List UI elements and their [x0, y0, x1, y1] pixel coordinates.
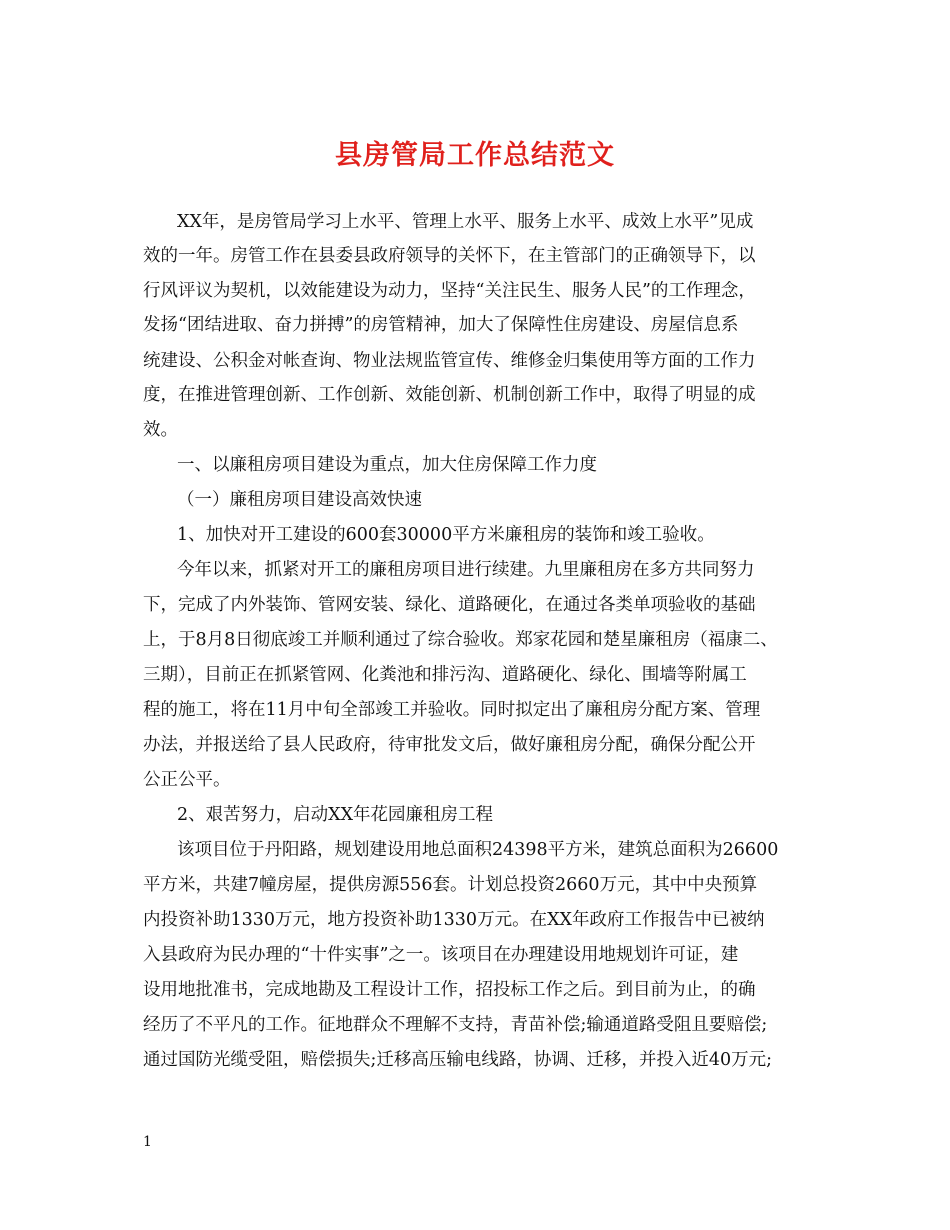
- body-line: 今年以来，抓紧对开工的廉租房项目进行续建。九里廉租房在多方共同努力: [177, 560, 755, 580]
- subsection-heading: （一）廉租房项目建设高效快速: [177, 490, 422, 510]
- body-line: 发扬“团结进取、奋力拼搏”的房管精神，加大了保障性住房建设、房屋信息系: [143, 315, 739, 335]
- body-line: 度，在推进管理创新、工作创新、效能创新、机制创新工作中，取得了明显的成: [143, 385, 756, 405]
- body-line: 上，于8月8日彻底竣工并顺利通过了综合验收。郑家花园和楚星廉租房（福康二、: [143, 630, 778, 650]
- body-line: 程的施工，将在11月中旬全部竣工并验收。同时拟定出了廉租房分配方案、管理: [143, 700, 761, 720]
- body-line: 公正公平。: [143, 770, 231, 790]
- item-heading: 1、加快对开工建设的600套30000平方米廉租房的装饰和竣工验收。: [177, 525, 715, 545]
- body-line: 通过国防光缆受阻，赔偿损失;迁移高压输电线路，协调、迁移，并投入近40万元;: [143, 1050, 773, 1070]
- body-line: 办法，并报送给了县人民政府，待审批发文后，做好廉租房分配，确保分配公开: [143, 735, 756, 755]
- page-number: 1: [143, 1134, 152, 1150]
- body-line: 统建设、公积金对帐查询、物业法规监管宣传、维修金归集使用等方面的工作力: [143, 351, 756, 371]
- body-line: 三期），目前正在抓紧管网、化粪池和排污沟、道路硬化、绿化、围墙等附属工: [143, 665, 747, 685]
- body-line: 效的一年。房管工作在县委县政府领导的关怀下，在主管部门的正确领导下，以: [143, 246, 756, 266]
- body-line: 经历了不平凡的工作。征地群众不理解不支持，青苗补偿;输通道路受阻且要赔偿;: [143, 1015, 768, 1035]
- body-line: XX年，是房管局学习上水平、管理上水平、服务上水平、成效上水平”见成: [177, 212, 754, 232]
- item-heading: 2、艰苦努力，启动XX年花园廉租房工程: [177, 805, 494, 825]
- document-title: 县房管局工作总结范文: [335, 140, 615, 171]
- section-heading: 一、以廉租房项目建设为重点，加大住房保障工作力度: [177, 455, 597, 475]
- body-line: 设用地批准书，完成地勘及工程设计工作，招投标工作之后。到目前为止，的确: [143, 980, 756, 1000]
- body-line: 下，完成了内外装饰、管网安装、绿化、道路硬化，在通过各类单项验收的基础: [143, 595, 756, 615]
- body-line: 平方米，共建7幢房屋，提供房源556套。计划总投资2660万元，其中中央预算: [143, 875, 758, 895]
- body-line: 内投资补助1330万元，地方投资补助1330万元。在XX年政府工作报告中已被纳: [143, 910, 765, 930]
- body-line: 行风评议为契机，以效能建设为动力，坚持“关注民生、服务人民”的工作理念，: [143, 281, 756, 301]
- body-line: 该项目位于丹阳路，规划建设用地总面积24398平方米，建筑总面积为26600: [177, 840, 779, 860]
- body-line: 入县政府为民办理的“十件实事”之一。该项目在办理建设用地规划许可证，建: [143, 945, 739, 965]
- body-line: 效。: [143, 420, 178, 440]
